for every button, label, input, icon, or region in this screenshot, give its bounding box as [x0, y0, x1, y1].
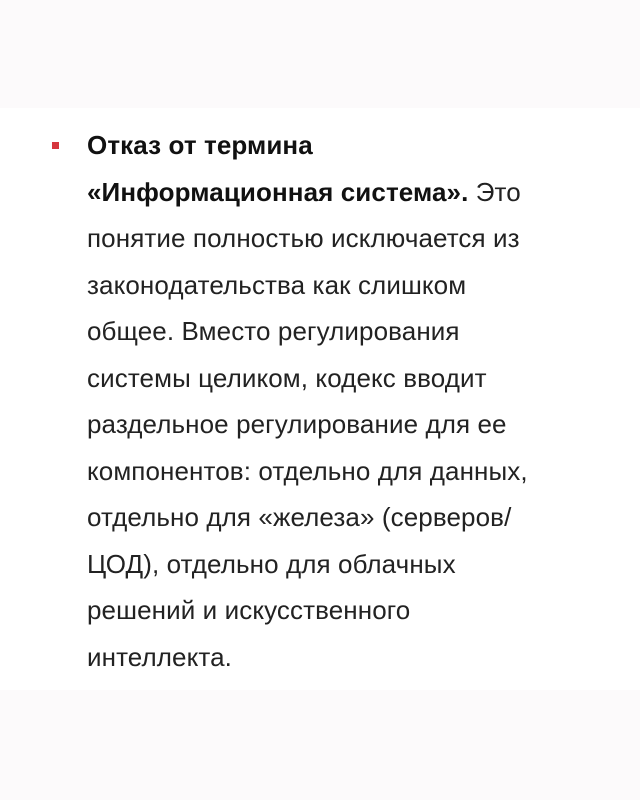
body-line: законодательства как слишком [87, 269, 467, 300]
body-line-2-tail: Это [468, 176, 521, 207]
body-line: решений и искусственного [87, 595, 411, 625]
bullet-marker [52, 142, 59, 149]
text-line-1 [87, 122, 627, 169]
body-line: компонентов: отдельно для данных, [87, 455, 528, 486]
body-line: интеллекта. [87, 641, 232, 672]
body-line: раздельное регулирование для ее [87, 409, 507, 439]
body-line: общее. Вместо регулирования [87, 316, 460, 346]
bullet-paragraph [87, 122, 627, 680]
text-line-2 [87, 169, 627, 216]
body-line: системы целиком, кодекс вводит [87, 362, 487, 393]
body-line: понятие полностью исключается из [87, 223, 520, 253]
body-line: отдельно для «железа» (серверов/ [87, 502, 512, 532]
heading-line-1: Отказ от термина [87, 130, 313, 160]
heading-line-2: «Информационная система». [87, 176, 469, 207]
body-line: ЦОД), отдельно для облачных [87, 548, 456, 579]
